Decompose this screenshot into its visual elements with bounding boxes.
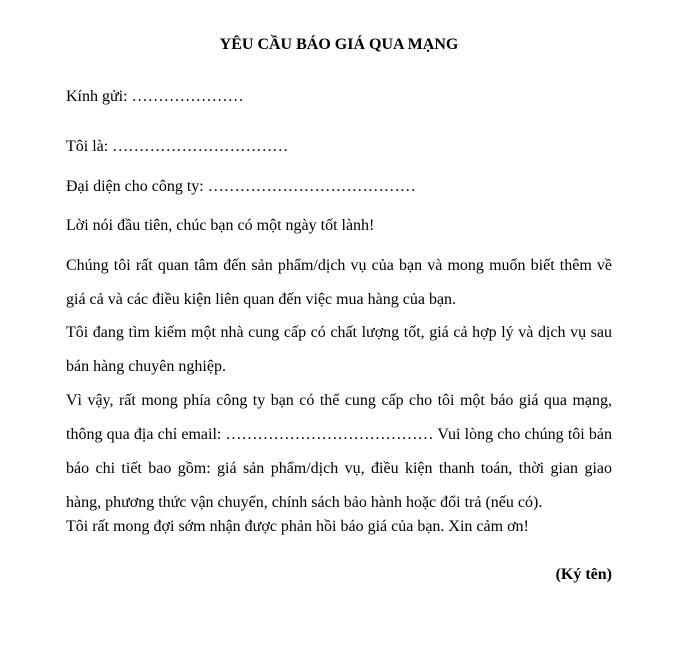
greeting-line: Lời nói đầu tiên, chúc bạn có một ngày tốt lành! <box>66 217 375 234</box>
paragraph-interest: Chúng tôi rất quan tâm đến sản phẩm/dịch vụ của bạn và mong muốn biết thêm về giá cả và các điều kiện liên quan đến việc mua hàng của bạn. <box>66 257 612 308</box>
document-title: YÊU CẦU BÁO GIÁ QUA MẠNG <box>219 36 459 53</box>
signature-label: (Ký tên) <box>555 566 612 583</box>
company-line: Đại diện cho công ty: ………………………………… <box>66 178 416 195</box>
sender-line: Tôi là: …………………………… <box>66 138 289 155</box>
paragraph-request: Vì vậy, rất mong phía công ty bạn có thể cung cấp cho tôi một báo giá qua mạng, thông qua địa chỉ email: ………………………………… Vui lòng cho chúng tôi bản báo chi tiết bao gồm: giá sản phẩm/dịch vụ, điều kiện thanh toán, thời gian giao hàng, phương thức vận chuyển, chính sách bảo hành hoặc đổi trả (nếu có). <box>66 392 612 511</box>
salutation-line: Kính gửi: ………………… <box>66 88 244 105</box>
closing-line: Tôi rất mong đợi sớm nhận được phản hồi báo giá của bạn. Xin cảm ơn! <box>66 518 529 535</box>
paragraph-search: Tôi đang tìm kiếm một nhà cung cấp có chất lượng tốt, giá cả hợp lý và dịch vụ sau bán hàng chuyên nghiệp. <box>66 324 612 375</box>
